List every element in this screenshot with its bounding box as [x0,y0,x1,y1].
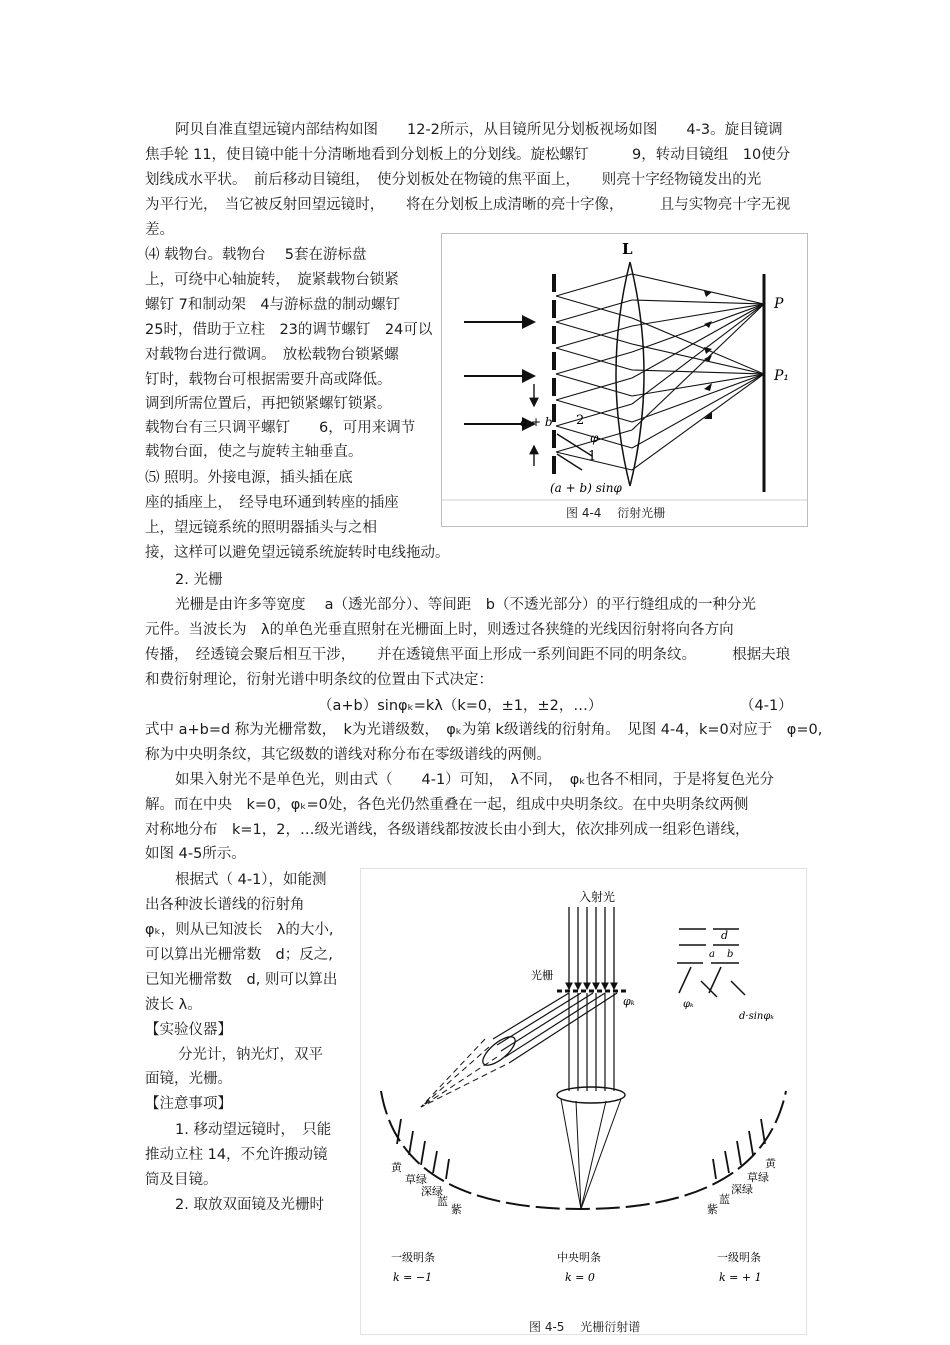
color-label: 紫 [451,1203,462,1216]
formula-number: （4-1） [740,698,793,714]
label-grating: 光栅 [531,969,553,982]
incident-arrows [464,322,534,424]
text-line: 和费衍射理论，衍射光谱中明条纹的位置由下式决定： [145,672,493,688]
text-line: 座的插座上， 经导电环通到转座的插座 [145,495,399,511]
text-line: ⑸ 照明。外接电源，插头插在底 [145,470,353,486]
rays [556,274,764,470]
text-line: 上，望远镜系统的照明器插头与之相 [145,520,377,536]
text-line: 钉时，载物台可根据需要升高或降低。 [145,372,392,388]
text-line: 式中 a+b=d 称为光栅常数， k为光谱级数， φₖ为第 k级谱线的衍射角。 见图 4-4，k=0对应于 φ=0, [145,722,823,738]
text-line: 如果入射光不是单色光，则由式（ 4-1）可知， λ不同， φₖ也各不相同，于是将复色光分 [175,772,774,788]
text-line: 阿贝自准直望远镜内部结构如图 12-2所示，从目镜所见分划板视场如图 4-3。旋目镜调 [175,122,783,138]
text-line: 差。 [145,222,174,238]
label-phi-k-inset: φₖ [683,999,694,1010]
instruments-heading: 【实验仪器】 [145,1022,232,1038]
label-phi-k: φₖ [623,995,635,1008]
center-lens [557,1087,625,1103]
label-ab: a + b [520,415,553,429]
label-P1: P₁ [774,368,790,384]
spectrum-diagram [361,869,806,1309]
text-line: 载物台有三只调平螺钉 6，可用来调节 [145,420,416,436]
label-ray1: 1 [588,449,597,464]
incident-rays [569,907,614,989]
label-left-k: k = −1 [393,1271,433,1284]
text-line: 对称地分布 k=1，2，…级光谱线，各级谱线都按波长由小到大，依次排列成一组彩色谱线， [145,822,750,838]
spectral-lines [397,1119,765,1179]
label-ray2: 2 [576,413,585,428]
text-line: 划线成水平状。 前后移动目镜组， 使分划板处在物镜的焦平面上， 则亮十字经物镜发出的光 [145,172,762,188]
text-line: 元件。当波长为 λ的单色光垂直照射在光栅面上时，则透过各狭缝的光线因衍射将向各方向 [145,622,734,638]
text-line: 为平行光， 当它被反射回望远镜时， 将在分划板上成清晰的亮十字像， 且与实物亮十字无视 [145,197,791,213]
label-lens: L [622,240,633,258]
diffracted-rays [493,993,617,1063]
notes-heading: 【注意事项】 [145,1096,232,1112]
figure-caption: 图 4-5 光栅衍射谱 [529,1320,641,1334]
color-label: 蓝 [437,1195,448,1208]
text-line: 对载物台进行微调。 放松载物台锁紧螺 [145,347,399,363]
label-b: b [727,949,734,960]
label-right-order: 一级明条 [717,1251,761,1264]
text-line: 光栅是由许多等宽度 a（透光部分）、等间距 b（不透光部分）的平行缝组成的一种分光 [175,597,756,613]
text-line: 1. 移动望远镜时， 只能 [175,1122,332,1138]
label-incident: 入射光 [579,890,616,904]
text-line: 已知光栅常数 d, 则可以算出 [145,972,338,988]
figure-4-5 [360,868,807,1335]
text-line: 根据式（ 4-1），如能测 [175,872,327,888]
text-line: 上，可绕中心轴旋转， 旋紧载物台锁紧 [145,272,399,288]
text-line: 推动立柱 14，不允许搬动镜 [145,1147,328,1163]
text-line: 可以算出光栅常数 d；反之, [145,947,333,963]
label-left-order: 一级明条 [391,1251,435,1264]
color-label: 深绿 [421,1185,443,1198]
text-line: 筒及目镜。 [145,1172,218,1188]
central-rays [569,993,614,1091]
color-label: 蓝 [719,1193,730,1206]
converging-rays [561,1099,621,1209]
label-path-diff: (a + b) sinφ [550,481,622,495]
text-line: 25时，借助于立柱 23的调节螺钉 24可以 [145,322,433,338]
side-converging-rays [421,1039,505,1107]
text-line: 2. 取放双面镜及光栅时 [175,1197,324,1213]
color-label: 紫 [707,1203,718,1216]
color-label: 黄 [391,1161,402,1174]
label-a: a [709,949,715,960]
formula: （a+b）sinφₖ=kλ（k=0，±1，±2，…） [318,698,603,714]
figure-4-4 [441,233,808,527]
inset-grating [677,929,745,997]
label-dsin: d·sinφₖ [739,1011,774,1022]
text-line: 载物台面，使之与旋转主轴垂直。 [145,444,363,460]
color-label: 深绿 [731,1183,753,1196]
text-line: 分光计，钠光灯，双平 [178,1047,323,1063]
label-center-k: k = 0 [565,1271,595,1284]
section-heading: 2. 光栅 [175,572,223,588]
label-d: d [721,929,729,942]
color-label: 草绿 [405,1173,427,1186]
grating-diagram [442,234,807,526]
label-phi: φ [590,431,599,445]
text-line: 面镜，光栅。 [145,1071,232,1087]
text-line: 解。而在中央 k=0，φₖ=0处，各色光仍然重叠在一起，组成中央明条纹。在中央明条纹两侧 [145,797,749,813]
text-line: φₖ，则从已知波长 λ的大小, [145,922,334,938]
text-line: 接，这样可以避免望远镜系统旋转时电线拖动。 [145,545,450,561]
figure-caption: 图 4-4 衍射光栅 [566,506,666,520]
label-P: P [774,296,784,312]
text-line: 如图 4-5所示。 [145,846,246,862]
text-line: 焦手轮 11，使目镜中能十分清晰地看到分划板上的分划线。旋松螺钉 9，转动目镜组 10使分 [145,147,791,163]
text-line: 出各种波长谱线的衍射角 [145,897,305,913]
text-line: 传播， 经透镜会聚后相互干涉， 并在透镜焦平面上形成一系列间距不同的明条纹。 根据夫琅 [145,647,791,663]
text-line: 螺钉 7和制动架 4与游标盘的制动螺钉 [145,297,401,313]
color-label: 草绿 [747,1171,769,1184]
text-line: ⑷ 载物台。载物台 5套在游标盘 [145,247,367,263]
text-line: 称为中央明条纹，其它级数的谱线对称分布在零级谱线的两侧。 [145,747,551,763]
label-center-order: 中央明条 [557,1251,601,1264]
label-right-k: k = + 1 [719,1271,762,1284]
text-line: 调到所需位置后，再把锁紧螺钉锁紧。 [145,396,392,412]
text-line: 波长 λ。 [145,997,202,1013]
color-label: 黄 [765,1157,776,1170]
